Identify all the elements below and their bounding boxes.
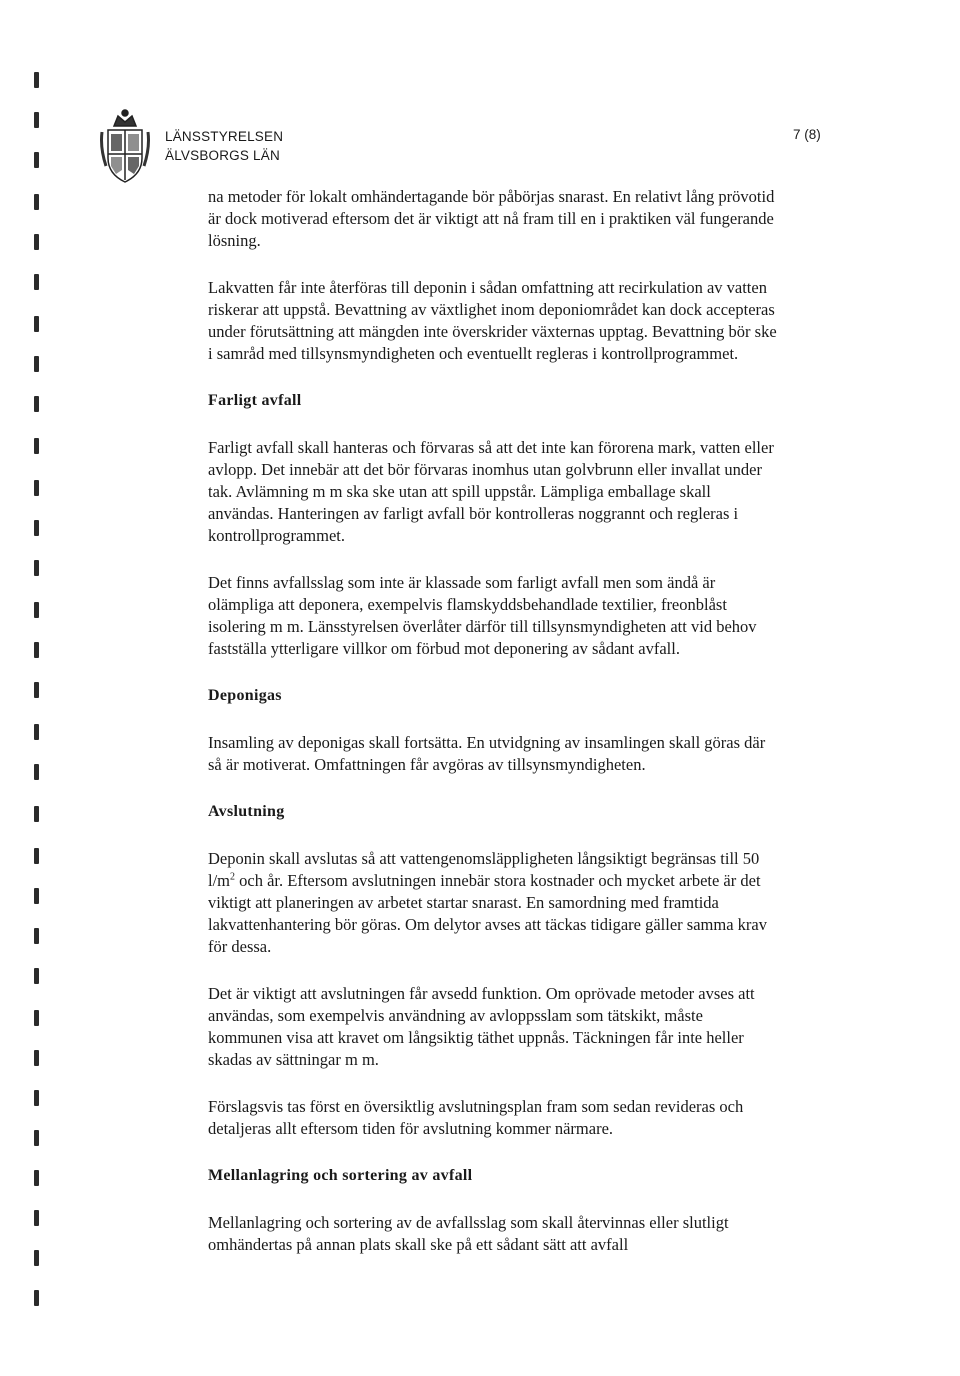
page-number: 7 (8): [793, 127, 821, 142]
paragraph: na metoder för lokalt omhändertagande bör påbörjas snarast. En relativt lång prövotid är dock motiverad eftersom det är viktigt att nå fram till en i praktiken väl fungerande lösning.: [208, 187, 775, 250]
document-body: [208, 186, 778, 1256]
superscript: 2: [230, 871, 236, 883]
paragraph: Lakvatten får inte återföras till deponin i sådan omfattning att recirkulation av vatten riskerar att uppstå. Bevattning av växtlighet inom deponiområdet kan dock accepteras under förutsättning att mängden inte överskrider växternas upptag. Bevattning bör ske i samråd med tillsynsmyndigheten och eventuellt regleras i kontrollprogrammet.: [208, 278, 777, 363]
paragraph: Mellanlagring och sortering av de avfallsslag som skall återvinnas eller slutligt omhändertas på annan plats skall ske på ett sådant sätt att avfall: [208, 1213, 729, 1254]
paragraph-text: Deponin skall avslutas så att vattengenomsläppligheten långsiktigt begränsas till 50 l/m: [208, 849, 760, 890]
agency-name: [165, 127, 283, 165]
section-heading: Deponigas: [208, 687, 282, 704]
coat-of-arms-icon: [100, 108, 150, 184]
paragraph: Förslagsvis tas först en översiktlig avslutningsplan fram som sedan revideras och detaljeras allt eftersom tiden för avslutning kommer närmare.: [208, 1097, 744, 1138]
binding-holes: [28, 60, 48, 1360]
paragraph: Det är viktigt att avslutningen får avsedd funktion. Om oprövade metoder avses att användas, som exempelvis användning av avloppsslam som tätskikt, måste kommunen visa att kravet om långsiktig täthet uppnås. Täckningen får inte heller skadas av sättningar m m.: [208, 984, 755, 1069]
paragraph: [208, 848, 778, 958]
paragraph: Insamling av deponigas skall fortsätta. En utvidgning av insamlingen skall göras där så är motiverat. Omfattningen får avgöras av tillsynsmyndigheten.: [208, 733, 766, 774]
section-heading: Farligt avfall: [208, 392, 302, 409]
paragraph-text: och år. Eftersom avslutningen innebär stora kostnader och mycket arbete är det viktigt att planeringen av arbetet startar snarast. En samordning med framtida lakvattenhantering bör göras. Om delytor avses att täckas tidigare gäller samma krav för dessa.: [208, 871, 767, 956]
agency-line-1: LÄNSSTYRELSEN: [165, 129, 284, 144]
section-heading: Avslutning: [208, 803, 285, 820]
paragraph: Farligt avfall skall hanteras och förvaras så att det inte kan förorena mark, vatten eller avlopp. Det innebär att det bör förvaras inomhus utan golvbrunn eller invallat under tak. Avlämning m m ska ske utan att spill uppstår. Lämpliga emballage skall användas. Hanteringen av farligt avfall bör kontrolleras noggrannt och regleras i kontrollprogrammet.: [208, 438, 774, 545]
paragraph: Det finns avfallsslag som inte är klassade som farligt avfall men som ändå är olämpliga att deponera, exempelvis flamskyddsbehandlade textilier, freonblåst isolering m m. Länsstyrelsen överlåter därför till tillsynsmyndigheten att vid behov fastställa ytterligare villkor om förbud mot deponering av sådant avfall.: [208, 573, 757, 658]
agency-line-2: ÄLVSBORGS LÄN: [165, 148, 280, 163]
section-heading: Mellanlagring och sortering av avfall: [208, 1167, 473, 1184]
